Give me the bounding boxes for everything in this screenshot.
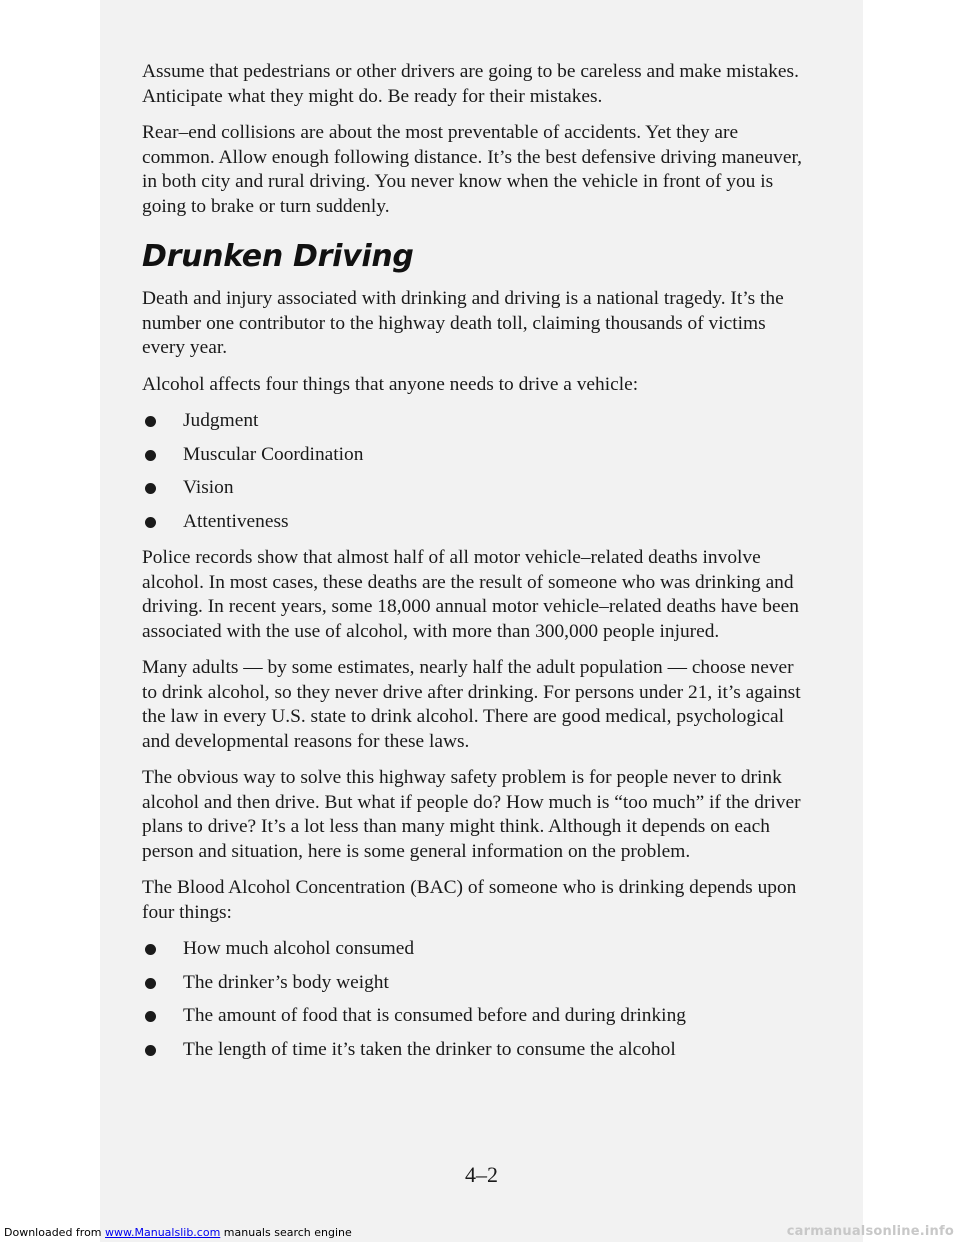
list-item — [142, 1004, 807, 1029]
page-content — [142, 60, 807, 1074]
bullet-icon — [145, 1011, 156, 1022]
list-item-text: How much alcohol consumed — [183, 938, 415, 959]
paragraph-obvious-way: The obvious way to solve this highway safety problem is for people never to drink alcohol and then drive. But what if people do? How much is “too much” if the driver plans to drive? It’s a lot less than many might think. Although it depends on each person and situation, here is some general information on the problem. — [142, 767, 801, 862]
list-item — [142, 443, 807, 468]
list-item-text: Muscular Coordination — [183, 443, 364, 465]
bullet-icon — [145, 517, 156, 528]
list-item-text: Attentiveness — [183, 510, 289, 532]
paragraph-many-adults: Many adults — by some estimates, nearly half the adult population — choose never to drink alcohol, so they never drive after drinking. For persons under 21, it’s against the law in every U.S. state to drink alcohol. There are good medical, psychological and developmental reasons for these laws. — [142, 657, 801, 752]
list-item-text: The length of time it’s taken the drinker to consume the alcohol — [183, 1038, 676, 1060]
paragraph-rear-end-collisions: Rear–end collisions are about the most preventable of accidents. Yet they are common. Allow enough following distance. It’s the best defensive driving maneuver, in both city and rural driving. You never know when the vehicle in front of you is going to brake or turn suddenly. — [142, 122, 802, 217]
manual-page — [100, 0, 863, 1242]
list-item-text: The amount of food that is consumed before and during drinking — [183, 1005, 686, 1026]
list-item-text: Judgment — [183, 410, 259, 431]
paragraph-alcohol-affects: Alcohol affects four things that anyone needs to drive a vehicle: — [142, 373, 639, 395]
bullet-icon — [145, 450, 156, 461]
list-item — [142, 971, 807, 996]
alcohol-effects-list — [142, 409, 807, 534]
list-item — [142, 937, 807, 962]
paragraph-national-tragedy: Death and injury associated with drinking and driving is a national tragedy. It’s the number one contributor to the highway death toll, claiming thousands of victims every year. — [142, 288, 784, 358]
bac-factors-list — [142, 937, 807, 1062]
manualslib-link[interactable]: www.Manualslib.com — [105, 1226, 221, 1239]
list-item-text: The drinker’s body weight — [183, 971, 389, 993]
paragraph-pedestrians: Assume that pedestrians or other drivers are going to be careless and make mistakes. Anticipate what they might do. Be ready for their mistakes. — [142, 61, 799, 107]
list-item — [142, 476, 807, 501]
list-item — [142, 510, 807, 535]
bullet-icon — [145, 944, 156, 955]
bullet-icon — [145, 1045, 156, 1056]
watermark: carmanualsonline.info — [786, 1224, 954, 1239]
list-item — [142, 1038, 807, 1063]
bullet-icon — [145, 416, 156, 427]
page-number: 4–2 — [465, 1162, 498, 1187]
download-banner — [4, 1226, 352, 1239]
bullet-icon — [145, 978, 156, 989]
banner-suffix: manuals search engine — [220, 1226, 352, 1239]
list-item-text: Vision — [183, 477, 234, 498]
section-heading: Drunken Driving — [142, 239, 414, 274]
list-item — [142, 409, 807, 434]
paragraph-police-records: Police records show that almost half of all motor vehicle–related deaths involve alcohol. In most cases, these deaths are the result of someone who was drinking and driving. In recent years, some 18,000 annual motor vehicle–related deaths have been associated with the use of alcohol, with more than 300,000 people injured. — [142, 547, 799, 642]
paragraph-bac: The Blood Alcohol Concentration (BAC) of someone who is drinking depends upon four things: — [142, 877, 797, 923]
banner-prefix: Downloaded from — [4, 1226, 106, 1239]
bullet-icon — [145, 483, 156, 494]
